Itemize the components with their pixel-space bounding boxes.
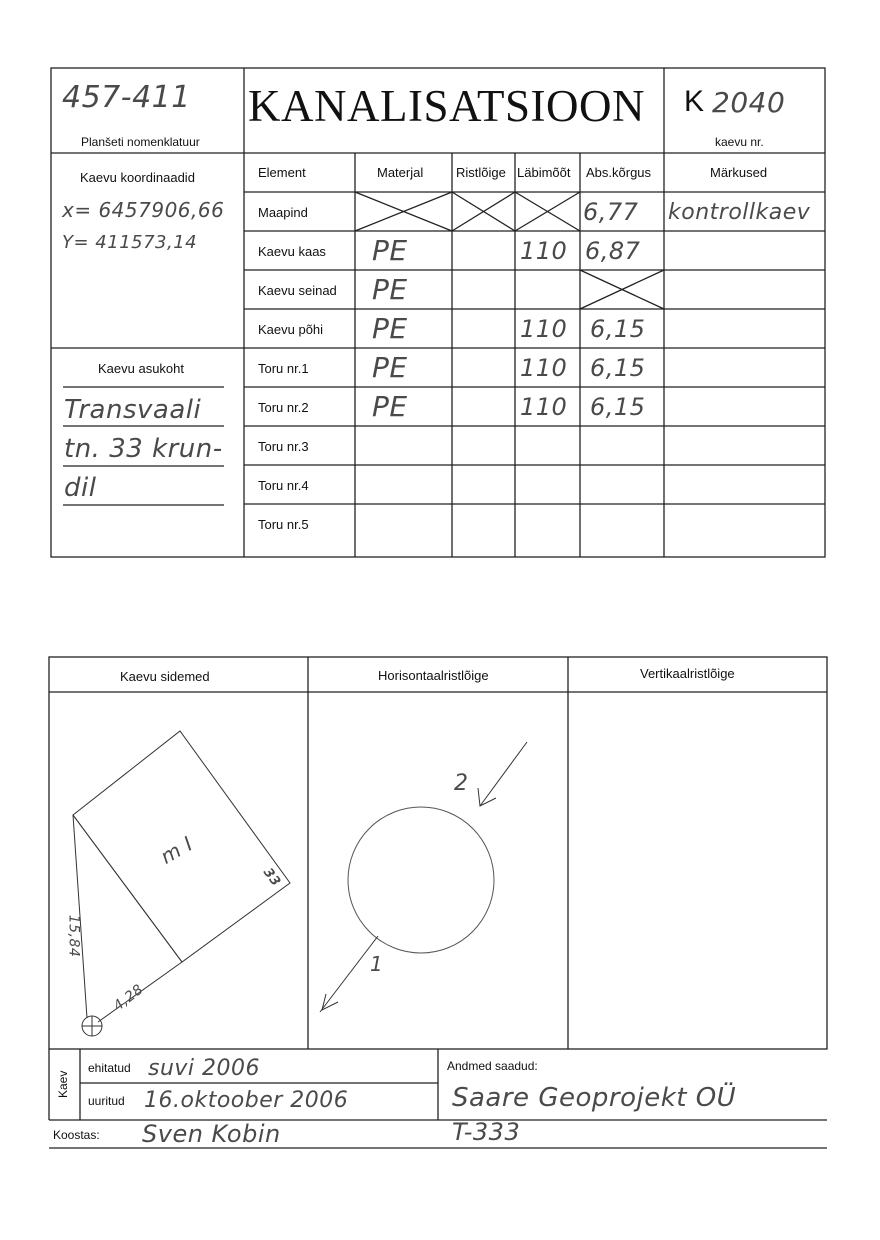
- row-element: Toru nr.1: [258, 361, 309, 376]
- author-label: Koostas:: [53, 1128, 100, 1142]
- header-notes: Märkused: [710, 165, 768, 180]
- surveyed-value: 16.oktoober 2006: [144, 1088, 349, 1113]
- row-notes: kontrollkaev: [668, 200, 811, 225]
- built-label: ehitatud: [88, 1061, 131, 1075]
- header-diameter: Läbimõõt: [517, 165, 571, 180]
- row-element: Maapind: [258, 205, 308, 220]
- row-element: Kaevu kaas: [258, 244, 326, 259]
- row-diameter: 110: [520, 393, 568, 421]
- location-line-2: tn. 33 krun-: [64, 434, 223, 464]
- row-diameter: 110: [520, 354, 568, 382]
- header-element: Element: [258, 165, 306, 180]
- row-element: Toru nr.3: [258, 439, 309, 454]
- row-height: 6,15: [590, 393, 646, 421]
- well-prefix: K: [684, 85, 705, 118]
- header-height: Abs.kõrgus: [586, 165, 652, 180]
- well-label: kaevu nr.: [715, 135, 764, 149]
- row-element: Toru nr.2: [258, 400, 309, 415]
- data-value: Saare Geoprojekt OÜ: [452, 1083, 737, 1113]
- location-line-3: dil: [64, 473, 97, 503]
- row-material: PE: [372, 234, 408, 267]
- pipe-1-label: 1: [370, 952, 384, 976]
- coord-y: Y= 411573,14: [62, 232, 198, 253]
- row-material: PE: [372, 390, 408, 423]
- row-element: Toru nr.4: [258, 478, 309, 493]
- coord-x: x= 6457906,66: [62, 198, 225, 222]
- side-label: Kaev: [56, 1070, 70, 1098]
- sketch-col2-label: Horisontaalristlõige: [378, 668, 489, 683]
- surveyed-label: uuritud: [88, 1094, 125, 1108]
- row-height: 6,15: [590, 354, 646, 382]
- header-section: Ristlõige: [456, 165, 506, 180]
- distance-label-1: 15,84: [65, 914, 82, 958]
- pipe-2-label: 2: [454, 771, 469, 796]
- row-height: 6,87: [585, 237, 641, 265]
- data-value-2: T-333: [452, 1118, 521, 1146]
- sketch-col1-label: Kaevu sidemed: [120, 669, 210, 684]
- row-material: PE: [372, 351, 408, 384]
- row-height: 6,77: [583, 198, 639, 226]
- page-title: KANALISATSIOON: [248, 81, 645, 131]
- row-element: Kaevu seinad: [258, 283, 337, 298]
- location-label: Kaevu asukoht: [98, 361, 185, 376]
- sheet-label: Planšeti nomenklatuur: [81, 135, 200, 149]
- row-material: PE: [372, 312, 408, 345]
- row-diameter: 110: [520, 237, 568, 265]
- row-material: PE: [372, 273, 408, 306]
- well-number: 2040: [712, 86, 786, 119]
- distance-label-2: 4,28: [110, 981, 147, 1015]
- header-material: Materjal: [377, 165, 424, 180]
- author-value: Sven Kobin: [142, 1120, 281, 1148]
- row-height: 6,15: [590, 315, 646, 343]
- row-element: Toru nr.5: [258, 517, 309, 532]
- sketch-col3-label: Vertikaalristlõige: [640, 666, 735, 681]
- data-label: Andmed saadud:: [447, 1059, 538, 1073]
- building-label: m I: [156, 831, 198, 869]
- row-diameter: 110: [520, 315, 568, 343]
- row-element: Kaevu põhi: [258, 322, 324, 337]
- coords-label: Kaevu koordinaadid: [80, 170, 195, 185]
- location-line-1: Transvaali: [64, 395, 202, 425]
- building-number: 33: [259, 865, 284, 890]
- built-value: suvi 2006: [148, 1056, 261, 1081]
- sheet-number: 457-411: [62, 80, 191, 115]
